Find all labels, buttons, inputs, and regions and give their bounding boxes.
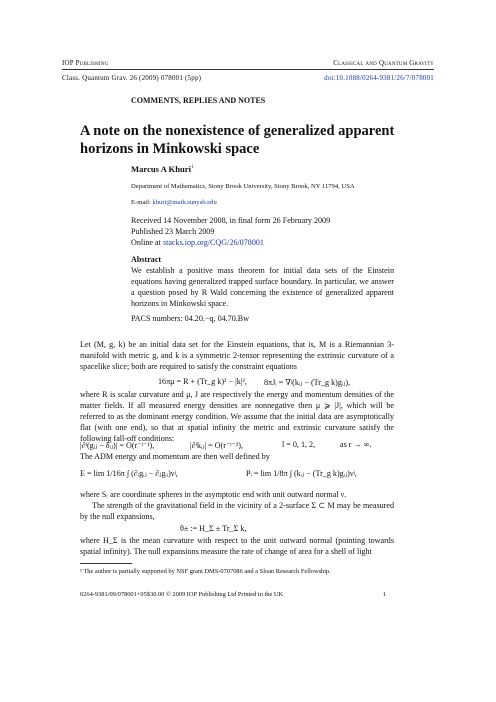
published-date: Published 23 March 2009: [131, 227, 215, 236]
body-paragraph-5: The strength of the gravitational field in the vicinity of a 2-surface Σ ⊂ M may be measured by the null expansions,: [80, 501, 394, 521]
doi-link[interactable]: doi:10.1088/0264-9381/26/7/078001: [324, 74, 434, 82]
online-line: [131, 238, 264, 249]
paper-title: A note on the nonexistence of generalized apparent horizons in Minkowski space: [80, 123, 395, 157]
author-name: [131, 164, 194, 174]
footnote-rule: [80, 563, 132, 564]
equation-adm-energy: E = lim 1/16π ∫ (∂ᵢgᵢⱼ − ∂ⱼgᵢᵢ)νʲ,: [80, 469, 178, 478]
abstract-text: We establish a positive mass theorem for initial data sets of the Einstein equations having generalized trapped surface boundary. In particular, we answer a question posed by R Wald concerning the existence of generalized apparent horizons in Minkowski space.: [131, 266, 394, 308]
journal-name: Classical and Quantum Gravity: [333, 59, 434, 67]
header-rule: [62, 69, 434, 70]
author-footnote-mark[interactable]: 1: [191, 164, 194, 171]
falloff-index: l = 0, 1, 2,: [282, 440, 316, 449]
email-link[interactable]: khuri@math.sunysb.edu: [152, 199, 217, 206]
body-paragraph-2: where R is scalar curvature and μ, J are respectively the energy and momentum densities of the matter fields. If all measured energy densities are nonnegative then μ ⩾ |J|, which will be referred to as the dominant energy condition. We assume that the initial data are asymptotically flat (with one end), so that at spatial infinity the metric and extrinsic curvature satisfy the following fall-off conditions:: [80, 390, 394, 443]
falloff-metric: |∂ˡ(gᵢⱼ − δᵢⱼ)| = O(r⁻ˡ⁻¹),: [80, 441, 155, 450]
equation-adm-momentum: Pᵢ = lim 1/8π ∫ (kᵢⱼ − (Tr_g k)gᵢⱼ)νʲ,: [246, 469, 357, 478]
publisher-label: IOP Publishing: [62, 59, 109, 67]
falloff-curvature: |∂ˡkᵢⱼ| = O(r⁻ˡ⁻²),: [190, 441, 243, 450]
footnote: ¹ The author is partially supported by NSF grant DMS-0707086 and a Sloan Research Fellowship.: [80, 568, 331, 575]
body-paragraph-4: where Sᵣ are coordinate spheres in the asymptotic end with unit outward normal ν.: [80, 490, 347, 499]
body-paragraph-3: The ADM energy and momentum are then well defined by: [80, 452, 270, 461]
email-label: E-mail:: [131, 199, 151, 206]
author-email-line: [131, 199, 217, 206]
received-date: Received 14 November 2008, in final form 26 February 2009: [131, 216, 331, 225]
section-label: COMMENTS, REPLIES AND NOTES: [131, 96, 266, 105]
equation-constraint-energy: 16πμ = R + (Tr_g k)² − |k|²,: [158, 377, 247, 386]
falloff-limit: as r → ∞.: [340, 440, 372, 449]
author-affiliation: Department of Mathematics, Stony Brook University, Stony Brook, NY 11794, USA: [131, 183, 355, 190]
equation-constraint-momentum: 8πJᵢ = ∇ʲ(kᵢⱼ − (Tr_g k)gᵢⱼ),: [264, 378, 351, 387]
body-paragraph-1: Let (M, g, k) be an initial data set for the Einstein equations, that is, M is a Riemannian 3-manifold with metric g, and k is a symmetric 2-tensor representing the extrinsic curvature of a spacelike slice; both are required to satisfy the constraint equations: [80, 340, 394, 371]
online-link[interactable]: stacks.iop.org/CQG/26/078001: [162, 238, 264, 247]
author-name-text: Marcus A Khuri: [131, 164, 192, 174]
page-number: 1: [382, 591, 386, 598]
citation: Class. Quantum Grav. 26 (2009) 078001 (5pp): [62, 74, 202, 82]
equation-null-expansions: θ± := H_Σ ± Tr_Σ k,: [180, 524, 247, 533]
footer-issn: 0264-9381/09/078001+05$30.00 © 2009 IOP Publishing Ltd Printed in the UK: [80, 591, 284, 598]
body-paragraph-6: where H_Σ is the mean curvature with respect to the unit outward normal (pointing towards spatial infinity). The null expansions measure the rate of change of area for a shell of light: [80, 536, 394, 556]
abstract-heading: Abstract: [131, 255, 162, 264]
online-label: Online at: [131, 238, 161, 247]
pacs-numbers: PACS numbers: 04.20.−q, 04.70.Bw: [131, 314, 250, 323]
